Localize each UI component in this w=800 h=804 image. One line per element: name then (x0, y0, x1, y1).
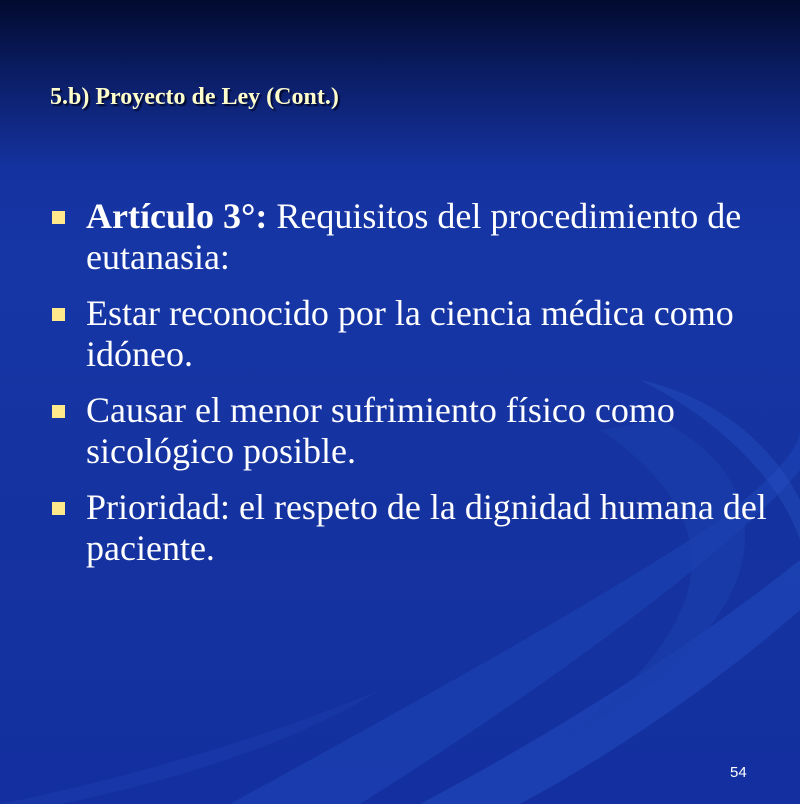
page-number: 54 (730, 764, 747, 781)
list-item (48, 487, 768, 569)
slide-title: 5.b) Proyecto de Ley (Cont.) (50, 84, 339, 110)
bullet-text: Estar reconocido por la ciencia médica como idóneo. (86, 293, 734, 374)
bullet-list (48, 196, 768, 584)
list-item (48, 390, 768, 472)
square-bullet-icon (52, 211, 65, 224)
bullet-bold-text: Artículo 3°: (86, 196, 268, 236)
bullet-text: Prioridad: el respeto de la dignidad humana del paciente. (86, 487, 767, 568)
list-item (48, 196, 768, 278)
square-bullet-icon (52, 405, 65, 418)
bullet-text: Causar el menor sufrimiento físico como sicológico posible. (86, 390, 675, 471)
square-bullet-icon (52, 308, 65, 321)
bullet-text: Requisitos del procedimiento de eutanasia: (86, 196, 742, 277)
square-bullet-icon (52, 502, 65, 515)
list-item (48, 293, 768, 375)
